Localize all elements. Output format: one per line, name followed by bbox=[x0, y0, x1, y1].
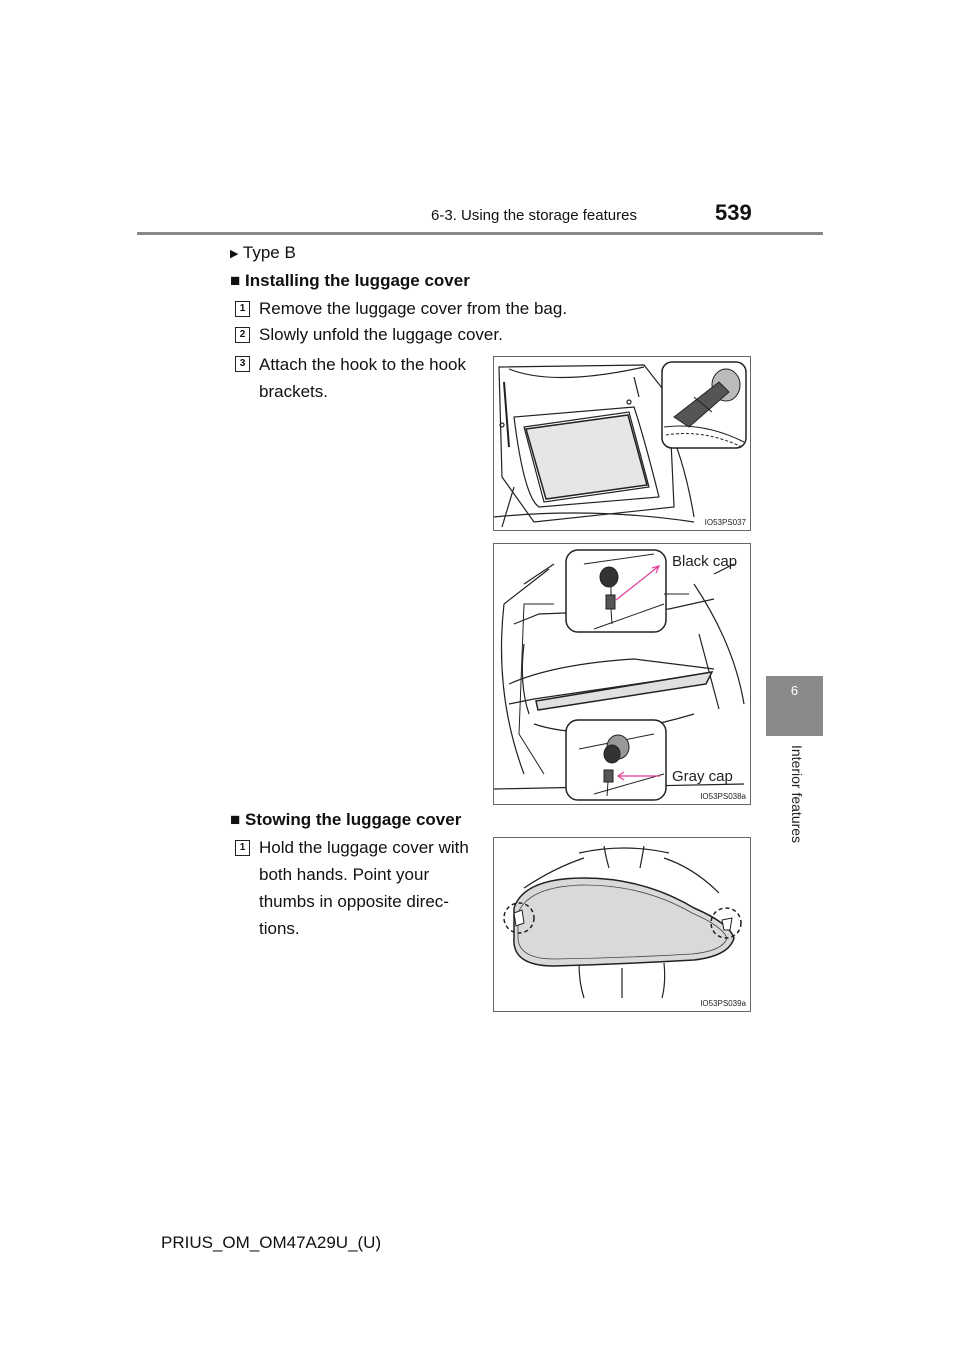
step-text: Remove the luggage cover from the bag. bbox=[259, 299, 568, 318]
step-text-line: tions. bbox=[259, 919, 300, 938]
step-text bbox=[259, 834, 481, 942]
chapter-number: 6 bbox=[790, 683, 799, 698]
page-number: 539 bbox=[715, 200, 752, 225]
square-bullet-icon: ■ bbox=[230, 271, 241, 290]
step-text bbox=[259, 351, 481, 405]
hatchback-illustration bbox=[494, 357, 750, 530]
stowing-heading-text: Stowing the luggage cover bbox=[245, 810, 462, 829]
callout-gray-cap: Gray cap bbox=[672, 768, 733, 785]
installing-heading bbox=[230, 267, 470, 294]
type-label: Type B bbox=[242, 243, 296, 262]
step-text-line: both hands. Point your bbox=[259, 865, 430, 884]
figure-hook-brackets bbox=[493, 356, 751, 531]
figure-stowing bbox=[493, 837, 751, 1012]
step-text-line: brackets. bbox=[259, 382, 328, 401]
callout-black-cap: Black cap bbox=[672, 553, 738, 570]
figure-caps bbox=[493, 543, 751, 805]
header-divider bbox=[137, 232, 823, 235]
step-text-line: Attach the hook to the hook bbox=[259, 355, 466, 374]
type-item bbox=[230, 239, 296, 268]
step-text-line: Hold the luggage cover with bbox=[259, 838, 469, 857]
step-text-line: thumbs in opposite direc- bbox=[259, 892, 449, 911]
figure-code: IO53PS039a bbox=[700, 999, 746, 1008]
step-number-box: 1 bbox=[235, 840, 250, 856]
stowing-illustration bbox=[494, 838, 750, 1011]
manual-code: PRIUS_OM_OM47A29U_(U) bbox=[161, 1233, 382, 1252]
caps-illustration bbox=[494, 544, 750, 804]
figure-code: IO53PS037 bbox=[704, 518, 746, 527]
installing-heading-text: Installing the luggage cover bbox=[245, 271, 470, 290]
chapter-title: Interior features bbox=[789, 745, 805, 844]
triangle-bullet-icon: ▶ bbox=[230, 248, 239, 260]
step-text: Slowly unfold the luggage cover. bbox=[259, 325, 503, 344]
figure-code: IO53PS038a bbox=[700, 792, 746, 801]
square-bullet-icon: ■ bbox=[230, 810, 241, 829]
step-number-box: 3 bbox=[235, 356, 250, 372]
section-title: 6-3. Using the storage features bbox=[431, 207, 637, 224]
step-number-box: 2 bbox=[235, 327, 250, 343]
stowing-heading bbox=[230, 806, 461, 833]
step-number-box: 1 bbox=[235, 301, 250, 317]
